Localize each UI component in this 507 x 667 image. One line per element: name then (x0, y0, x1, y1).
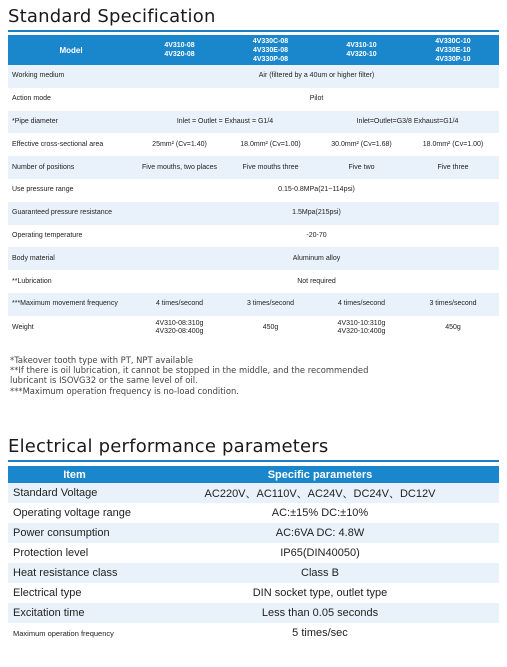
table-row (8, 225, 499, 248)
table-row (8, 179, 499, 202)
table-row (8, 603, 499, 623)
spec-header-model: Model (8, 35, 134, 65)
row-label: Body material (8, 247, 134, 270)
elec-header-item: Item (8, 466, 141, 483)
row-value: Five two (316, 156, 407, 179)
elec-header-params: Specific parameters (141, 466, 499, 483)
row-value: Not required (134, 270, 499, 293)
footnote: **If there is oil lubrication, it cannot be stopped in the middle, and the recommended (10, 365, 369, 376)
row-value: 0.15-0.8MPa(21~114psi) (134, 179, 499, 202)
table-row (8, 623, 499, 643)
elec-title-rule (8, 460, 499, 462)
footnote: ***Maximum operation frequency is no-load condition. (10, 385, 239, 396)
row-value: IP65(DIN40050) (141, 543, 499, 563)
spec-header-col: 4V310-10 4V320-10 (316, 35, 407, 65)
row-value: 4V310-10:310g 4V320-10:400g (316, 316, 407, 340)
row-value: Five three (407, 156, 499, 179)
row-value: 1.5Mpa(215psi) (134, 202, 499, 225)
row-value: -20-70 (134, 225, 499, 248)
table-row (8, 583, 499, 603)
row-value: 18.0mm² (Cv=1.00) (407, 133, 499, 156)
table-row (8, 483, 499, 503)
row-label: Heat resistance class (8, 563, 141, 583)
spec-header-col: 4V330C-10 4V330E-10 4V330P-10 (407, 35, 499, 65)
row-value: 450g (407, 316, 499, 340)
spec-section-title: Standard Specification (8, 6, 216, 27)
row-value: Five mouths, two places (134, 156, 225, 179)
row-value: AC:6VA DC: 4.8W (141, 523, 499, 543)
table-row (8, 88, 499, 111)
table-row (8, 270, 499, 293)
row-value: Less than 0.05 seconds (141, 603, 499, 623)
row-label: Working medium (8, 65, 134, 88)
row-value: 3 times/second (225, 293, 316, 316)
row-label: Standard Voltage (8, 483, 141, 503)
footnote: lubricant is ISOVG32 or the same level of oil. (10, 375, 198, 386)
row-value: 4 times/second (134, 293, 225, 316)
row-label: **Lubrication (8, 270, 134, 293)
row-label: Operating temperature (8, 225, 134, 248)
row-value: AC220V、AC110V、AC24V、DC24V、DC12V (141, 483, 499, 503)
spec-header-col: 4V330C-08 4V330E-08 4V330P-08 (225, 35, 316, 65)
row-label: Power consumption (8, 523, 141, 543)
spec-header-col: 4V310-08 4V320-08 (134, 35, 225, 65)
row-label: Number of positions (8, 156, 134, 179)
elec-header-row (8, 466, 499, 483)
row-value: Inlet=Outlet=G3/8 Exhaust=G1/4 (316, 111, 499, 134)
row-value: Aluminum alloy (134, 247, 499, 270)
row-value: Pilot (134, 88, 499, 111)
spec-header-row (8, 35, 499, 65)
row-value: Class B (141, 563, 499, 583)
row-label: Effective cross-sectional area (8, 133, 134, 156)
row-label: Operating voltage range (8, 503, 141, 523)
row-value: Inlet = Outlet = Exhaust = G1/4 (134, 111, 316, 134)
row-label: Guaranteed pressure resistance (8, 202, 134, 225)
table-row (8, 523, 499, 543)
row-label: Electrical type (8, 583, 141, 603)
row-value: AC:±15% DC:±10% (141, 503, 499, 523)
elec-section-title: Electrical performance parameters (8, 436, 329, 457)
row-value: Five mouths three (225, 156, 316, 179)
row-label: Maximum operation frequency (8, 623, 141, 643)
table-row (8, 156, 499, 179)
row-value: 18.0mm² (Cv=1.00) (225, 133, 316, 156)
row-value: 3 times/second (407, 293, 499, 316)
spec-title-rule (8, 30, 499, 32)
table-row (8, 65, 499, 88)
row-value: 5 times/sec (141, 623, 499, 643)
row-label: *Pipe diameter (8, 111, 134, 134)
row-value: Air (filtered by a 40um or higher filter) (134, 65, 499, 88)
spec-footnotes (10, 355, 450, 396)
table-row (8, 543, 499, 563)
table-row (8, 293, 499, 316)
elec-table (8, 466, 499, 643)
table-row (8, 247, 499, 270)
row-value: 30.0mm² (Cv=1.68) (316, 133, 407, 156)
table-row (8, 563, 499, 583)
row-label: Protection level (8, 543, 141, 563)
row-label: ***Maximum movement frequency (8, 293, 134, 316)
table-row (8, 503, 499, 523)
row-value: 4 times/second (316, 293, 407, 316)
row-value: DIN socket type, outlet type (141, 583, 499, 603)
row-label: Excitation time (8, 603, 141, 623)
row-label: Use pressure range (8, 179, 134, 202)
table-row (8, 111, 499, 134)
row-value: 25mm² (Cv=1.40) (134, 133, 225, 156)
spec-table (8, 35, 499, 340)
row-value: 4V310-08:310g 4V320-08:400g (134, 316, 225, 340)
table-row (8, 202, 499, 225)
row-label: Action mode (8, 88, 134, 111)
table-row (8, 133, 499, 156)
row-label: Weight (8, 316, 134, 340)
table-row (8, 316, 499, 340)
footnote: *Takeover tooth type with PT, NPT available (10, 355, 194, 365)
row-value: 450g (225, 316, 316, 340)
